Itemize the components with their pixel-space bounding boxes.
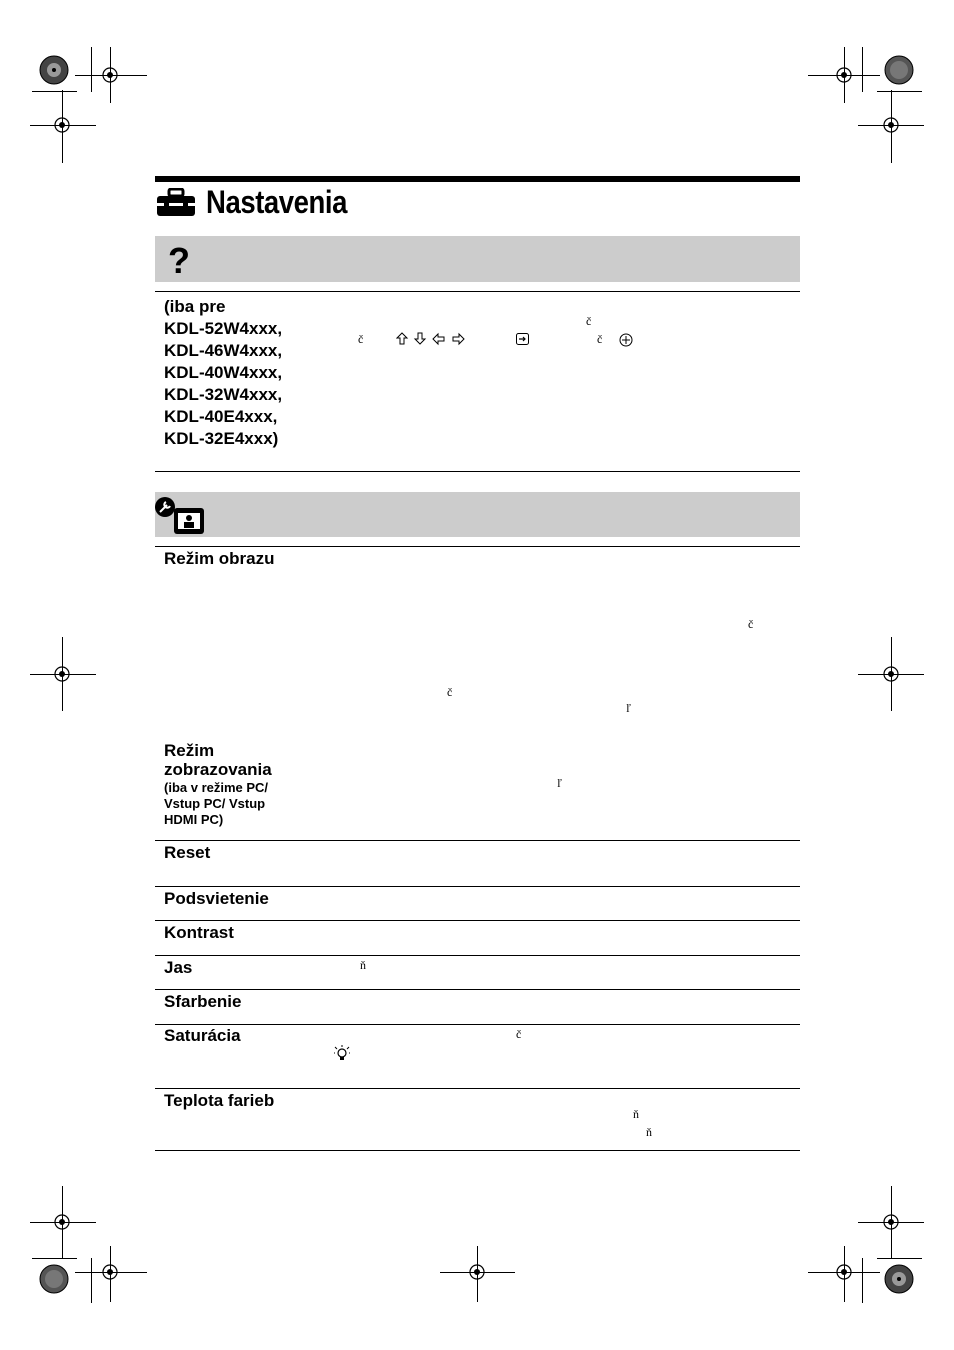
text-glyph: č	[516, 1027, 522, 1041]
divider	[155, 291, 800, 292]
setting-note-display-mode: (iba v režime PC/ Vstup PC/ Vstup HDMI PC)	[164, 780, 269, 827]
divider	[155, 1024, 800, 1025]
arrow-up-icon	[397, 333, 407, 344]
text-glyph: č	[358, 332, 364, 346]
text-glyph: č	[447, 685, 453, 699]
question-mark-icon: ?	[168, 240, 190, 281]
divider	[155, 1088, 800, 1089]
plus-circle-icon	[619, 333, 633, 347]
text-glyph: č	[597, 332, 603, 346]
arrow-left-icon	[433, 334, 444, 344]
lightbulb-icon	[334, 1045, 350, 1061]
picture-settings-icon	[154, 496, 206, 536]
text-glyph: č	[748, 617, 754, 631]
setting-label-hue: Sfarbenie	[164, 992, 242, 1011]
setting-label-backlight: Podsvietenie	[164, 889, 269, 908]
toolbox-icon	[156, 188, 198, 218]
divider	[155, 840, 800, 841]
text-glyph: ň	[633, 1107, 639, 1121]
model-note: (iba pre KDL-52W4xxx, KDL-46W4xxx, KDL-40W4xxx, KDL-32W4xxx, KDL-40E4xxx, KDL-32E4xxx)	[164, 297, 283, 448]
setting-label-picture-mode: Režim obrazu	[164, 549, 275, 568]
text-glyph: ľ	[557, 776, 562, 790]
setting-label-contrast: Kontrast	[164, 923, 234, 942]
faq-band	[155, 236, 800, 282]
setting-label-reset: Reset	[164, 843, 211, 862]
setting-label-display-mode: Režim zobrazovania	[164, 741, 272, 779]
divider	[155, 989, 800, 990]
text-glyph: ň	[646, 1125, 652, 1139]
text-glyph: ľ	[626, 701, 631, 715]
divider	[155, 886, 800, 887]
arrow-right-icon	[453, 334, 464, 344]
divider	[155, 955, 800, 956]
text-glyph: č	[586, 314, 592, 328]
arrow-keys-icons	[396, 332, 466, 346]
setting-label-brightness: Jas	[164, 958, 193, 977]
picture-band	[155, 492, 800, 537]
text-glyph: ň	[360, 958, 366, 972]
divider	[155, 920, 800, 921]
divider	[155, 1150, 800, 1151]
setting-label-color-temperature: Teplota farieb	[164, 1091, 275, 1110]
enter-icon	[516, 333, 530, 346]
divider	[155, 546, 800, 547]
page-title: Nastavenia	[206, 184, 348, 220]
divider	[155, 471, 800, 472]
arrow-down-icon	[415, 333, 425, 344]
setting-label-saturation: Saturácia	[164, 1026, 241, 1045]
title-rule	[155, 176, 800, 182]
